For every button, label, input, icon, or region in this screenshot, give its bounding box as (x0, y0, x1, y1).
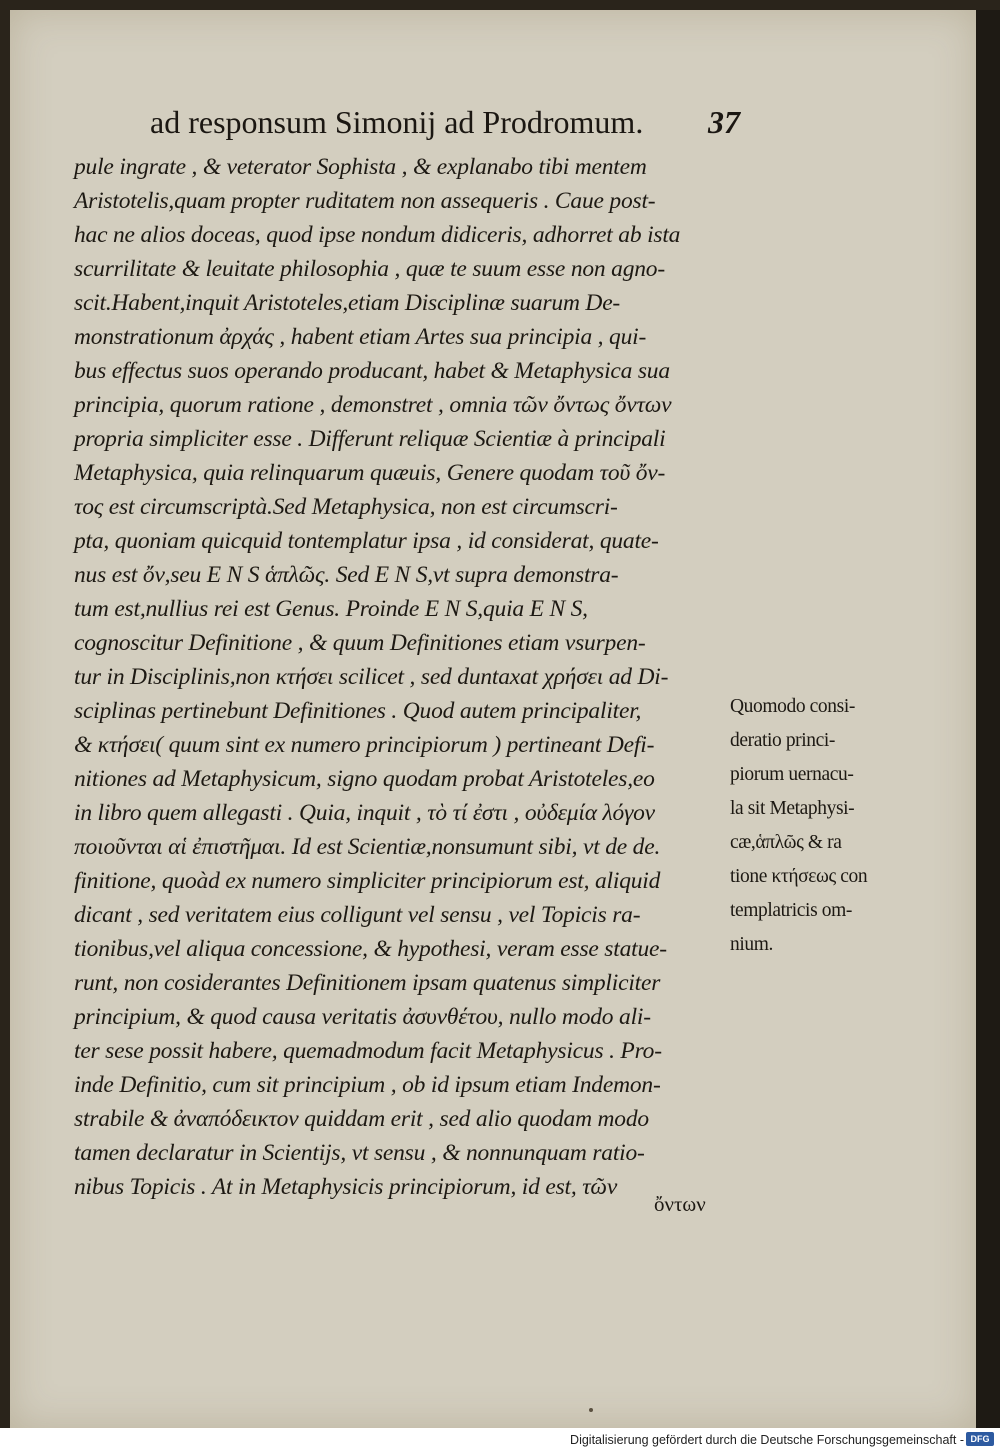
text-line: scurrilitate & leuitate philosophia , quæ te suum esse non agno- (74, 256, 665, 282)
margin-note-line: nium. (730, 934, 773, 955)
scan-top-border (0, 0, 1000, 10)
margin-note-line: deratio princi- (730, 730, 835, 751)
text-line: ter sese possit habere, quemadmodum facit Metaphysicus . Pro- (74, 1038, 662, 1064)
text-line: pule ingrate , & veterator Sophista , & explanabo tibi mentem (74, 154, 647, 180)
text-line: & κτήσει( quum sint ex numero principiorum ) pertineant Defi- (74, 732, 655, 758)
text-line: hac ne alios doceas, quod ipse nondum didiceris, adhorret ab ista (74, 222, 681, 248)
text-line: strabile & ἀναπόδεικτον quiddam erit , sed alio quodam modo (74, 1106, 649, 1132)
text-line: Aristotelis,quam propter ruditatem non assequeris . Caue post- (74, 188, 656, 214)
scan-right-border (976, 10, 1000, 1428)
margin-note-line: cæ,ἁπλῶς & ra (730, 832, 842, 853)
text-line: scit.Habent,inquit Aristoteles,etiam Disciplinæ suarum De- (74, 290, 621, 316)
text-line: monstrationum ἀρχάς , habent etiam Artes sua principia , qui- (74, 324, 647, 350)
text-line: tur in Disciplinis,non κτήσει scilicet , sed duntaxat χρήσει ad Di- (74, 664, 669, 690)
text-line: inde Definitio, cum sit principium , ob id ipsum etiam Indemon- (74, 1072, 661, 1098)
text-line: runt, non cosiderantes Definitionem ipsam quatenus simpliciter (74, 970, 661, 996)
dfg-logo-icon: DFG (966, 1432, 994, 1446)
margin-note-line: tione κτήσεως con (730, 866, 868, 887)
text-line: finitione, quoàd ex numero simpliciter principiorum est, aliquid (74, 868, 661, 894)
ink-speck (589, 1408, 593, 1412)
text-line: ποιοῦνται αἱ ἐπιστῆμαι. Id est Scientiæ,nonsumunt sibi, vt de de. (74, 834, 661, 860)
running-head (150, 104, 750, 144)
text-line: nitiones ad Metaphysicum, signo quodam probat Aristoteles,eo (74, 766, 655, 792)
text-line: Metaphysica, quia relinquarum quæuis, Genere quodam τοῦ ὄν- (74, 460, 666, 486)
margin-note-line: Quomodo consi- (730, 696, 855, 717)
margin-note-line: templatricis om- (730, 900, 852, 921)
text-line: τος est circumscriptà.Sed Metaphysica, non est circumscri- (74, 494, 618, 520)
digitization-credit: Digitalisierung gefördert durch die Deutsche Forschungsgemeinschaft - (570, 1433, 964, 1447)
text-line: in libro quem allegasti . Quia, inquit , τὸ τί ἐστι , οὐδεμία λόγον (74, 800, 655, 826)
text-line: principium, & quod causa veritatis ἀσυνθέτου, nullo modo ali- (74, 1004, 651, 1030)
text-line: pta, quoniam quicquid tontemplatur ipsa , id considerat, quate- (74, 528, 659, 554)
text-line: tamen declaratur in Scientijs, vt sensu , & nonnunquam ratio- (74, 1140, 645, 1166)
text-line: nibus Topicis . At in Metaphysicis principiorum, id est, τῶν (74, 1174, 618, 1200)
text-line: tum est,nullius rei est Genus. Proinde E N S,quia E N S, (74, 596, 588, 622)
body-text (74, 150, 754, 1204)
text-line: bus effectus suos operando producant, habet & Metaphysica sua (74, 358, 670, 384)
scan-left-border (0, 0, 10, 1428)
margin-note (730, 690, 930, 962)
text-line: cognoscitur Definitione , & quum Definitiones etiam vsurpen- (74, 630, 646, 656)
margin-note-line: la sit Metaphysi- (730, 798, 855, 819)
catchword: ὄντων (654, 1192, 706, 1216)
text-line: propria simpliciter esse . Differunt reliquæ Scientiæ à principali (74, 426, 666, 452)
text-line: nus est ὄν,seu E N S ἁπλῶς. Sed E N S,vt supra demonstra- (74, 562, 619, 588)
running-head-title: ad responsum Simonij ad Prodromum. (150, 104, 644, 140)
text-line: dicant , sed veritatem eius colligunt vel sensu , vel Topicis ra- (74, 902, 641, 928)
text-line: tionibus,vel aliqua concessione, & hypothesi, veram esse statue- (74, 936, 667, 962)
margin-note-line: piorum uernacu- (730, 764, 854, 785)
page-number: 37 (708, 104, 740, 140)
text-line: principia, quorum ratione , demonstret , omnia τῶν ὄντως ὄντων (74, 392, 672, 418)
text-line: sciplinas pertinebunt Definitiones . Quod autem principaliter, (74, 698, 642, 724)
